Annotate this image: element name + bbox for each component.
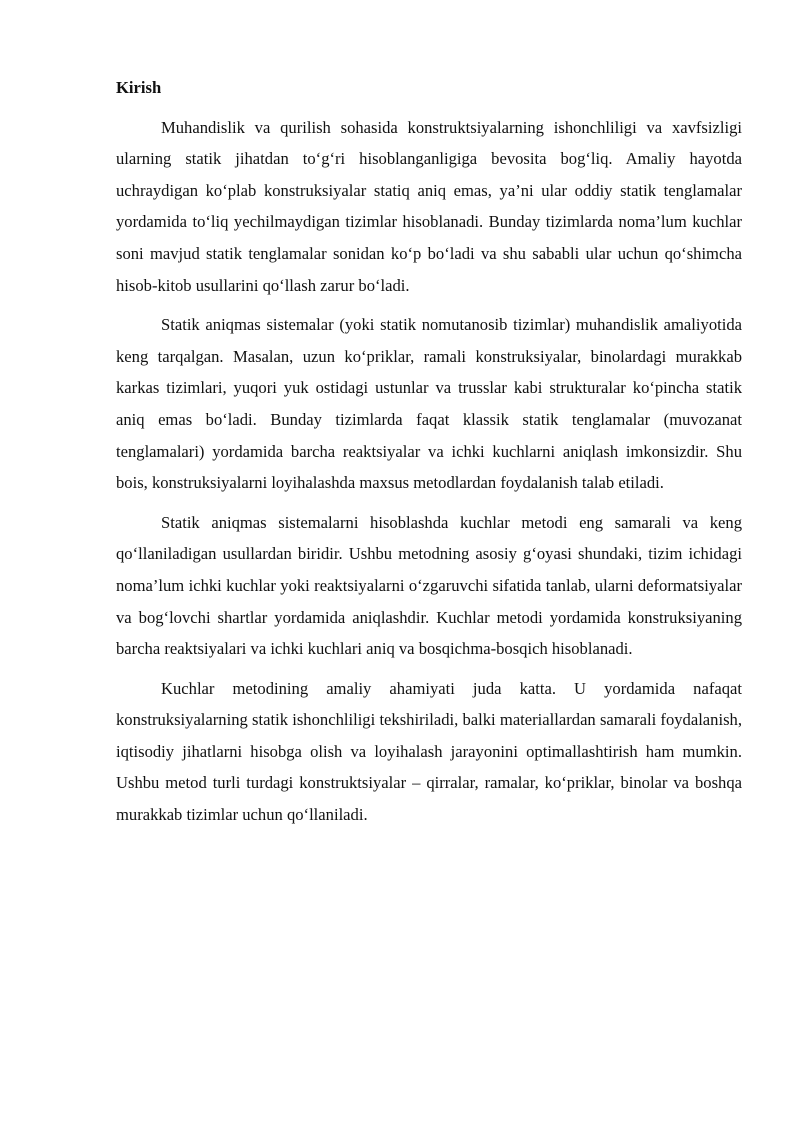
paragraph-1: Muhandislik va qurilish sohasida konstruktsiyalarning ishonchliligi va xavfsizligi ularning statik jihatdan to‘g‘ri hisoblanganligiga bevosita bog‘liq. Amaliy hayotda uchraydigan ko‘plab konstruksiyalar statiq aniq emas, ya’ni ular oddiy statik tenglamalar yordamida to‘liq yechilmaydigan tizimlar hisoblanadi. Bunday tizimlarda noma’lum kuchlar soni mavjud statik tenglamalar sonidan ko‘p bo‘ladi va shu sababli ular uchun qo‘shimcha hisob-kitob usullarini qo‘llash zarur bo‘ladi. xyxy=(116,117,742,295)
paragraph-2: Statik aniqmas sistemalar (yoki statik nomutanosib tizimlar) muhandislik amaliyotida keng tarqalgan. Masalan, uzun ko‘priklar, ramali konstruksiyalar, binolardagi murakkab karkas tizimlari, yuqori yuk ostidagi ustunlar va trusslar kabi strukturalar ko‘pincha statik aniq emas bo‘ladi. Bunday tizimlarda faqat klassik statik tenglamalar (muvozanat tenglamalari) yordamida barcha reaktsiyalar va ichki kuchlarni aniqlash imkonsizdir. Shu bois, konstruksiyalarni loyihalashda maxsus metodlardan foydalanish talab etiladi. xyxy=(116,315,742,493)
paragraph-4: Kuchlar metodining amaliy ahamiyati juda katta. U yordamida nafaqat konstruksiyalarning statik ishonchliligi tekshiriladi, balki materiallardan samarali foydalanish, iqtisodiy jihatlarni hisobga olish va loyihalash jarayonini optimallashtirish ham mumkin. Ushbu metod turli turdagi konstruktsiyalar – qirralar, ramalar, ko‘priklar, binolar va boshqa murakkab tizimlar uchun qo‘llaniladi. xyxy=(116,678,742,825)
section-heading: Kirish xyxy=(116,78,162,97)
paragraph-3: Statik aniqmas sistemalarni hisoblashda kuchlar metodi eng samarali va keng qo‘llaniladigan usullardan biridir. Ushbu metodning asosiy g‘oyasi shundaki, tizim ichidagi noma’lum ichki kuchlar yoki reaktsiyalarni o‘zgaruvchi sifatida tanlab, ularni deformatsiyalar va bog‘lovchi shartlar yordamida aniqlashdir. Kuchlar metodi yordamida konstruksiyaning barcha reaktsiyalari va ichki kuchlari aniq va bosqichma-bosqich hisoblanadi. xyxy=(116,512,742,659)
document-body xyxy=(116,72,742,839)
